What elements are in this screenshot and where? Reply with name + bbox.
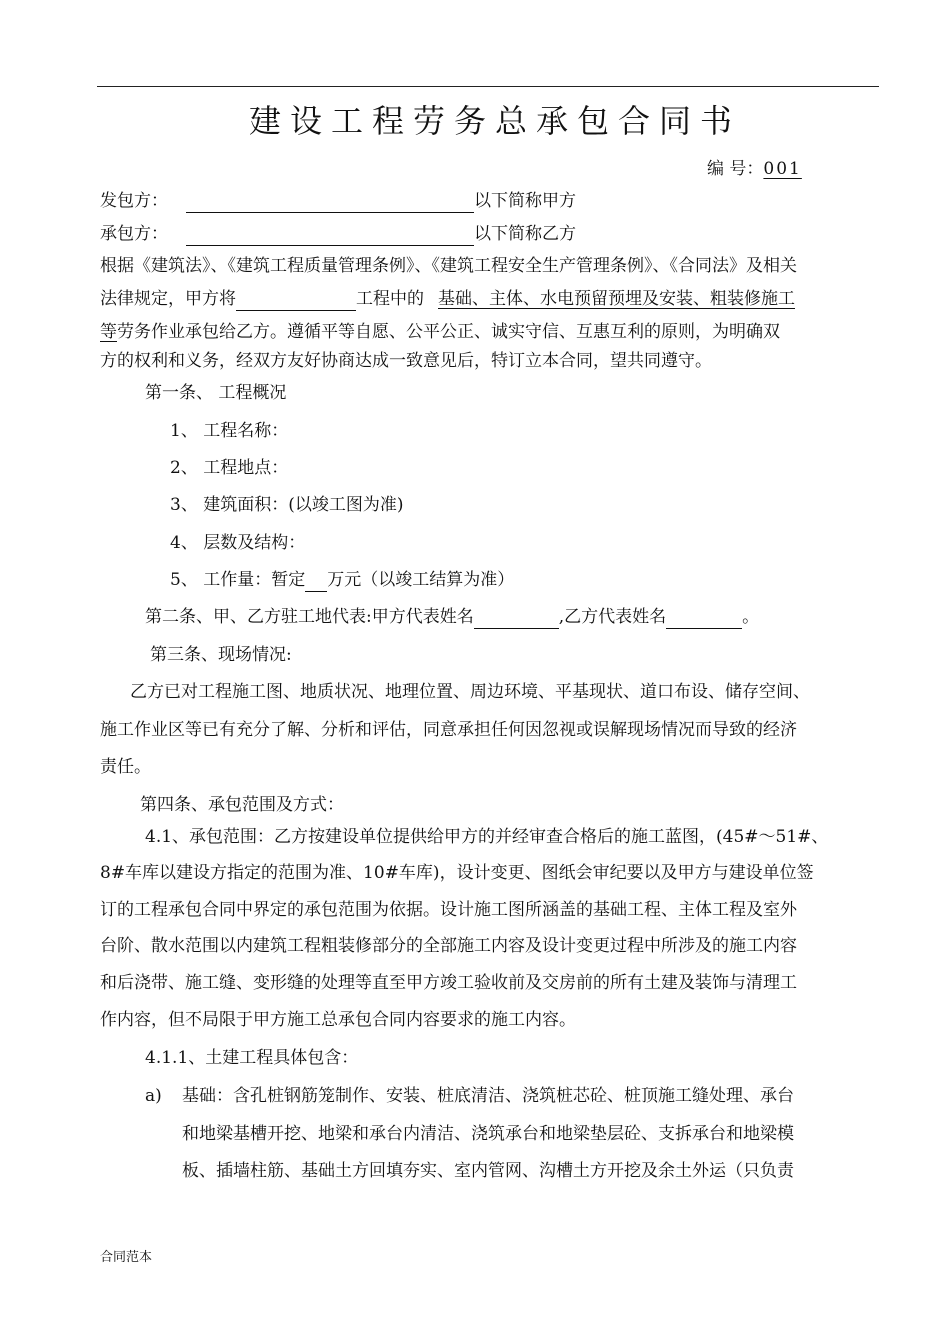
party-a-suffix: 以下简称甲方 [474, 191, 576, 211]
party-a-line [100, 189, 576, 213]
article-1-heading: 第一条、 工程概况 [145, 383, 287, 403]
party-b-rep-blank[interactable] [666, 608, 742, 629]
article-2-b: ,乙方代表姓名 [558, 607, 667, 627]
number-value: 001 [763, 159, 802, 179]
project-name-blank[interactable] [236, 290, 356, 311]
footer-label: 合同范本 [100, 1250, 153, 1265]
party-b-line [100, 222, 576, 246]
scope-underlined: 基础、主体、水电预留预埋及安装、粗装修施工 [438, 289, 795, 309]
intro-line-2 [100, 287, 795, 311]
intro-2-a: 法律规定，甲方将 [100, 289, 236, 309]
intro-3-a: 等 [100, 322, 117, 342]
article-3-line-1: 乙方已对工程施工图、地质状况、地理位置、周边环境、平基现状、道口布设、储存空间、 [130, 682, 810, 702]
article-1-item-3: 3、 建筑面积：(以竣工图为准) [170, 495, 404, 515]
intro-line-3 [100, 320, 780, 344]
party-b-suffix: 以下简称乙方 [474, 224, 576, 244]
party-a-label: 发包方： [100, 191, 168, 211]
item-5-b: 万元（以竣工结算为准） [327, 570, 515, 590]
top-rule [97, 86, 879, 87]
intro-line-1: 根据《建筑法》、《建筑工程质量管理条例》、《建筑工程安全生产管理条例》、《合同法》及相关 [100, 256, 797, 276]
item-a-line-2: 和地梁基槽开挖、地梁和承台内清洁、浇筑承台和地梁垫层砼、支拆承台和地梁模 [182, 1124, 794, 1144]
article-4-line-2: 8#车库以建设方指定的范围为准、10#车库)，设计变更、图纸会审纪要以及甲方与建设单位签 [100, 863, 814, 883]
article-3-line-3: 责任。 [100, 757, 151, 777]
article-4-line-6: 作内容，但不局限于甲方施工总承包合同内容要求的施工内容。 [100, 1010, 576, 1030]
section-4-1-1-heading: 4.1.1、土建工程具体包含： [145, 1048, 359, 1068]
party-b-label: 承包方： [100, 224, 168, 244]
intro-2-b: 工程中的 [356, 289, 424, 309]
item-a-line-3: 板、插墙柱筋、基础土方回填夯实、室内管网、沟槽土方开挖及余土外运（只负责 [182, 1161, 794, 1181]
article-1-item-1: 1、 工程名称： [170, 421, 289, 441]
intro-line-4: 方的权利和义务，经双方友好协商达成一致意见后，特订立本合同，望共同遵守。 [100, 351, 712, 371]
item-a-line-1: 基础：含孔桩钢筋笼制作、安装、桩底清洁、浇筑桩芯砼、桩顶施工缝处理、承台 [182, 1086, 794, 1106]
article-4-line-4: 台阶、散水范围以内建筑工程粗装修部分的全部施工内容及设计变更过程中所涉及的施工内容 [100, 936, 797, 956]
article-4-line-3: 订的工程承包合同中界定的承包范围为依据。设计施工图所涵盖的基础工程、主体工程及室外 [100, 900, 797, 920]
article-4-line-5: 和后浇带、施工缝、变形缝的处理等直至甲方竣工验收前及交房前的所有土建及装饰与清理工 [100, 973, 797, 993]
contract-title: 建设工程劳务总承包合同书 [248, 102, 741, 140]
article-2-a: 第二条、甲、乙方驻工地代表:甲方代表姓名 [145, 607, 474, 627]
article-1-item-5 [170, 568, 514, 592]
party-a-rep-blank[interactable] [474, 608, 559, 629]
item-a-marker: a) [145, 1086, 162, 1106]
article-4-heading: 第四条、承包范围及方式： [140, 795, 344, 815]
article-1-item-4: 4、 层数及结构： [170, 533, 306, 553]
article-2 [145, 605, 759, 629]
workload-blank[interactable] [305, 571, 327, 592]
number-label: 编 号： [707, 159, 764, 179]
contract-number [707, 157, 802, 181]
article-3-heading: 第三条、现场情况: [150, 645, 292, 665]
item-5-a: 5、 工作量：暂定 [170, 570, 306, 590]
article-1-item-2: 2、 工程地点： [170, 458, 289, 478]
article-4-line-1: 4.1、承包范围：乙方按建设单位提供给甲方的并经审查合格后的施工蓝图，(45#～51#、 [145, 827, 829, 847]
party-a-blank[interactable] [186, 192, 474, 213]
article-2-c: 。 [742, 607, 760, 627]
intro-3-b: 劳务作业承包给乙方。遵循平等自愿、公平公正、诚实守信、互惠互利的原则，为明确双 [117, 322, 780, 342]
article-3-line-2: 施工作业区等已有充分了解、分析和评估，同意承担任何因忽视或误解现场情况而导致的经济 [100, 720, 797, 740]
party-b-blank[interactable] [186, 225, 474, 246]
